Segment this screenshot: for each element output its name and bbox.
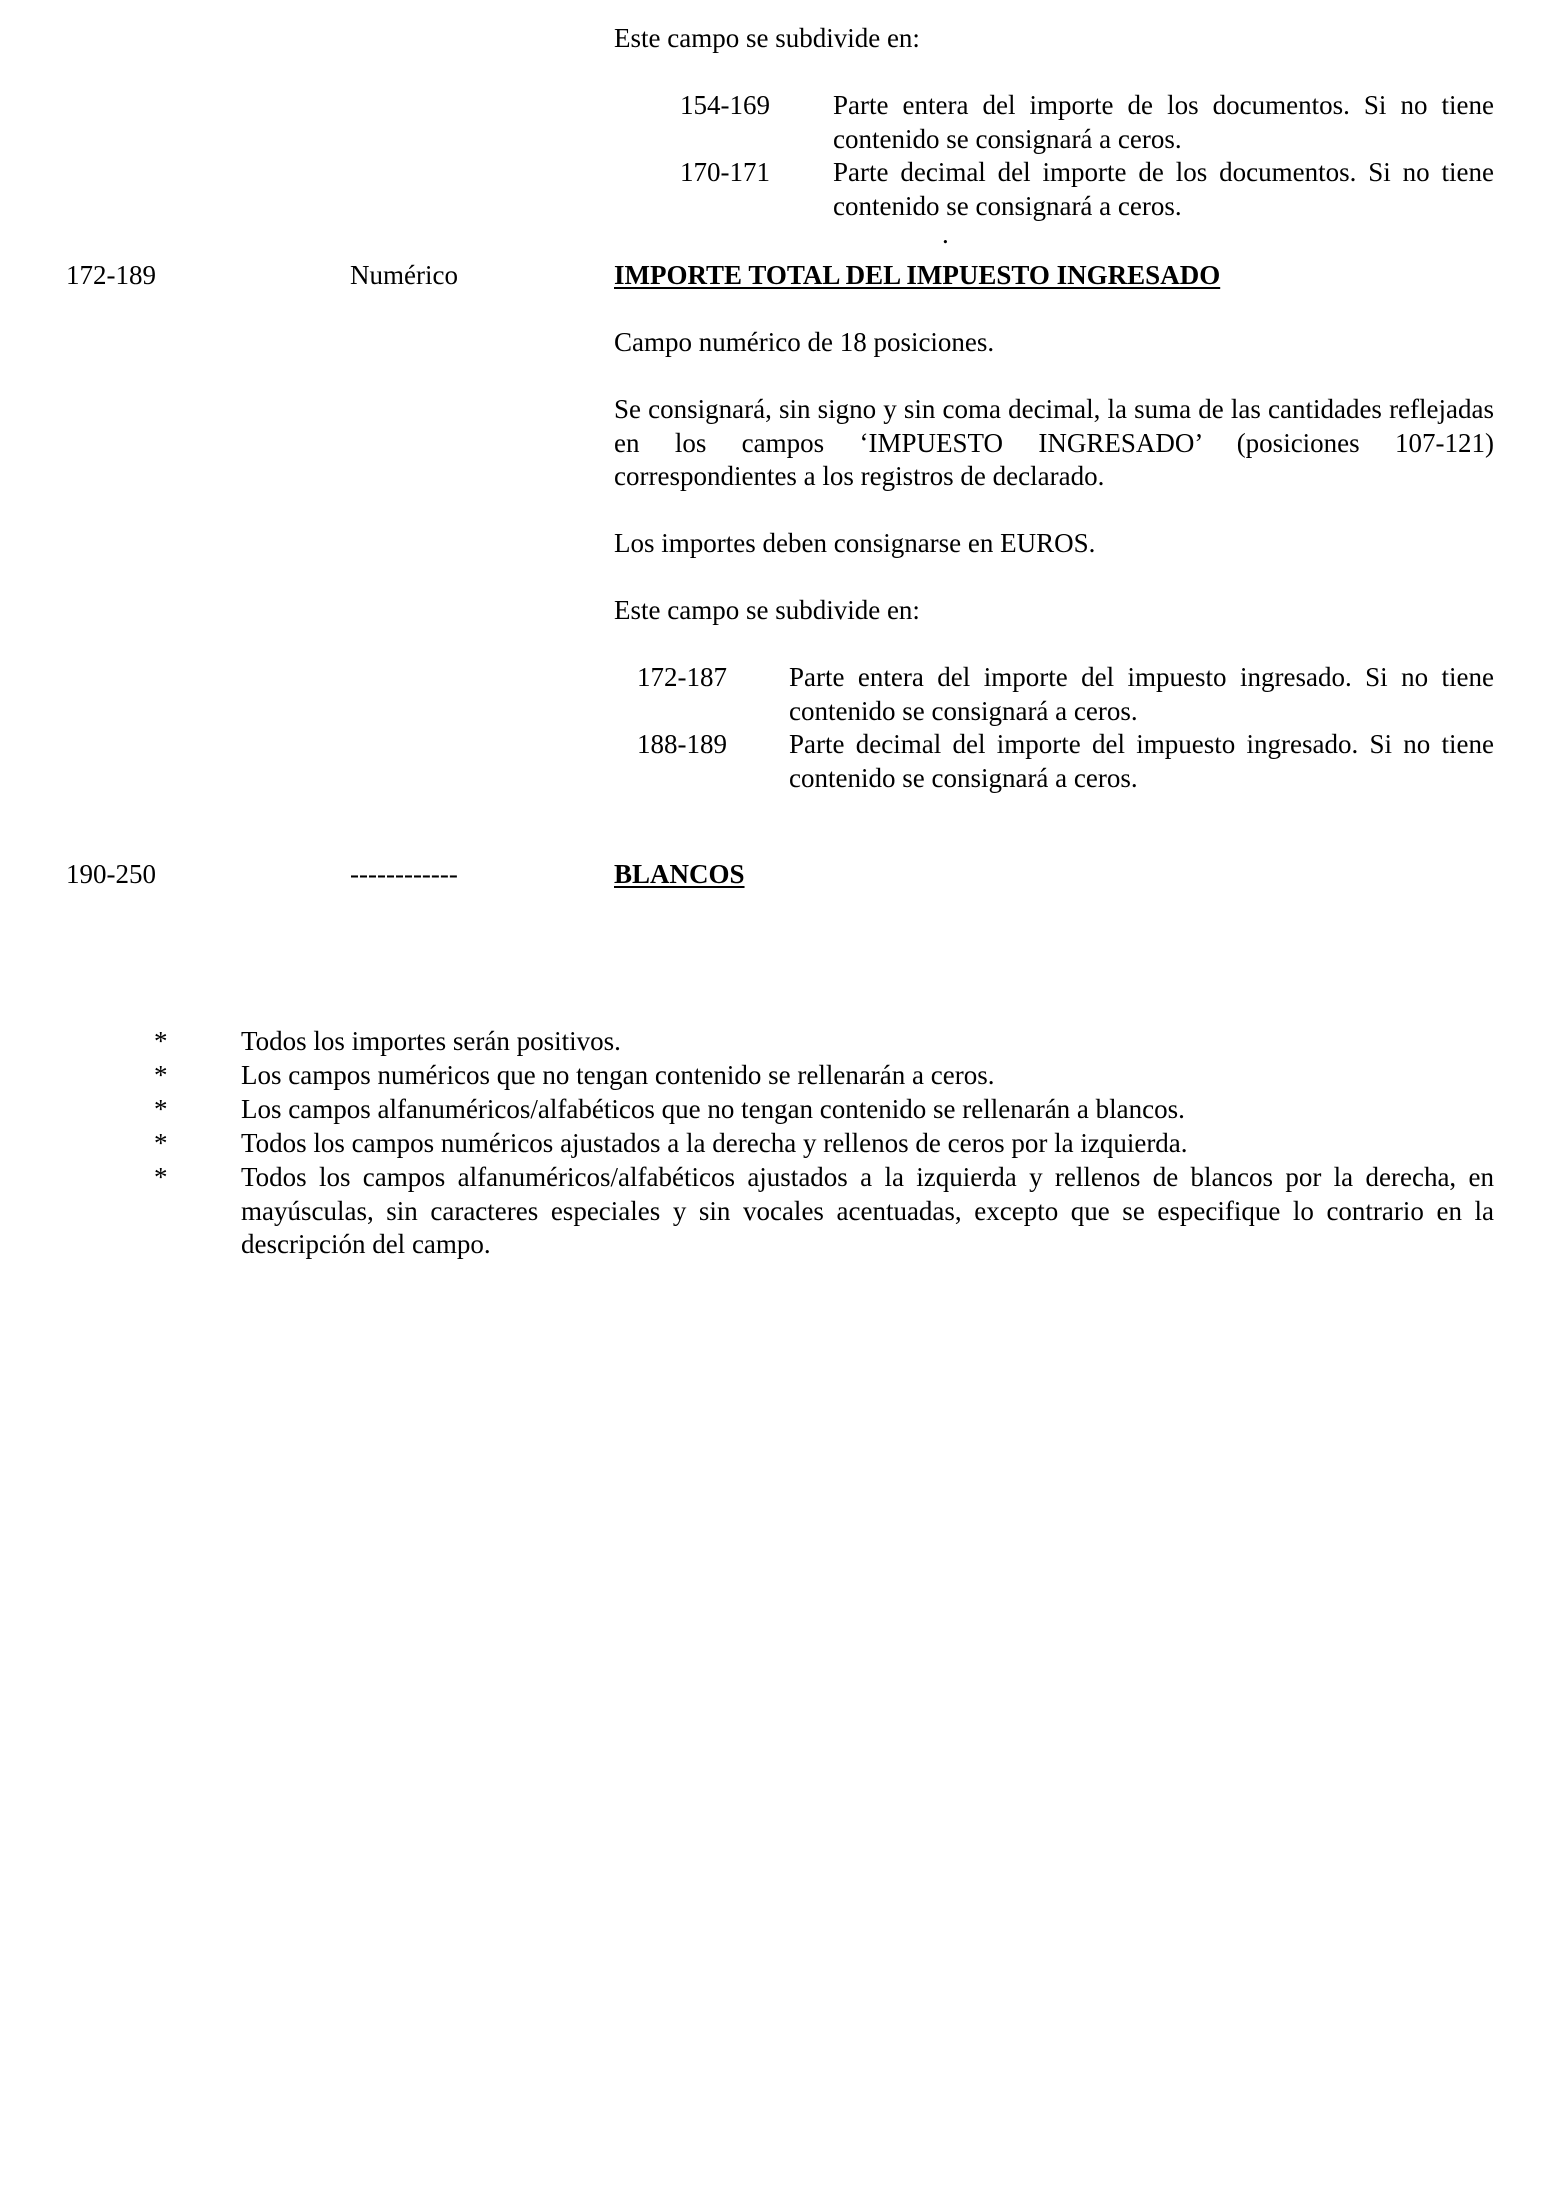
- note-text: Los campos numéricos que no tengan contenido se rellenarán a ceros.: [241, 1060, 995, 1090]
- note-text: Todos los importes serán positivos.: [241, 1026, 621, 1056]
- subfield-text: Parte entera del importe del impuesto ingresado. Si no tiene contenido se consignará a ceros.: [789, 662, 1494, 726]
- note-item: [154, 1161, 1494, 1262]
- note-item: [154, 1059, 1494, 1093]
- field-paragraph: Se consignará, sin signo y sin coma decimal, la suma de las cantidades reflejadas en los campos ‘IMPUESTO INGRESADO’ (posiciones 107-121) correspondientes a los registros de declarado.: [614, 394, 1494, 491]
- subfield-text: Parte decimal del importe del impuesto ingresado. Si no tiene contenido se consignará a ceros.: [789, 729, 1494, 793]
- subfield-row: [637, 661, 1494, 728]
- field-position: 190-250: [66, 859, 156, 889]
- subfield-row: [637, 728, 1494, 795]
- subfield-range: 170-171: [680, 157, 770, 187]
- note-bullet: *: [154, 1094, 168, 1124]
- field-type: ------------: [350, 859, 458, 889]
- subdivide-intro: Este campo se subdivide en:: [614, 595, 920, 625]
- note-bullet: *: [154, 1128, 168, 1158]
- field-position: 172-189: [66, 260, 156, 290]
- field-type: Numérico: [350, 260, 458, 290]
- subfield-text: Parte decimal del importe de los documentos. Si no tiene contenido se consignará a ceros.: [833, 157, 1494, 221]
- subfield-range: 172-187: [637, 662, 727, 692]
- note-bullet: *: [154, 1026, 168, 1056]
- field-title: BLANCOS: [614, 859, 745, 889]
- note-item: [154, 1093, 1494, 1127]
- stray-dot: .: [942, 219, 949, 249]
- field-paragraph: Campo numérico de 18 posiciones.: [614, 327, 995, 357]
- subfield-row: [680, 89, 1494, 156]
- subfield-range: 188-189: [637, 729, 727, 759]
- subdivide-intro-top: Este campo se subdivide en:: [614, 23, 920, 53]
- note-text: Todos los campos numéricos ajustados a la derecha y rellenos de ceros por la izquierda.: [241, 1128, 1188, 1158]
- note-item: [154, 1127, 1494, 1161]
- field-title: IMPORTE TOTAL DEL IMPUESTO INGRESADO: [614, 260, 1221, 290]
- field-paragraph: Los importes deben consignarse en EUROS.: [614, 528, 1096, 558]
- subfield-row: [680, 156, 1494, 223]
- note-bullet: *: [154, 1162, 168, 1192]
- note-bullet: *: [154, 1060, 168, 1090]
- note-item: [154, 1025, 1494, 1059]
- subfield-range: 154-169: [680, 90, 770, 120]
- subfield-text: Parte entera del importe de los documentos. Si no tiene contenido se consignará a ceros.: [833, 90, 1494, 154]
- note-text: Todos los campos alfanuméricos/alfabéticos ajustados a la izquierda y rellenos de blancos por la derecha, en mayúsculas, sin caracteres especiales y sin vocales acentuadas, excepto que se especifique lo contrario en la descripción del campo.: [241, 1162, 1494, 1259]
- note-text: Los campos alfanuméricos/alfabéticos que no tengan contenido se rellenarán a blancos.: [241, 1094, 1185, 1124]
